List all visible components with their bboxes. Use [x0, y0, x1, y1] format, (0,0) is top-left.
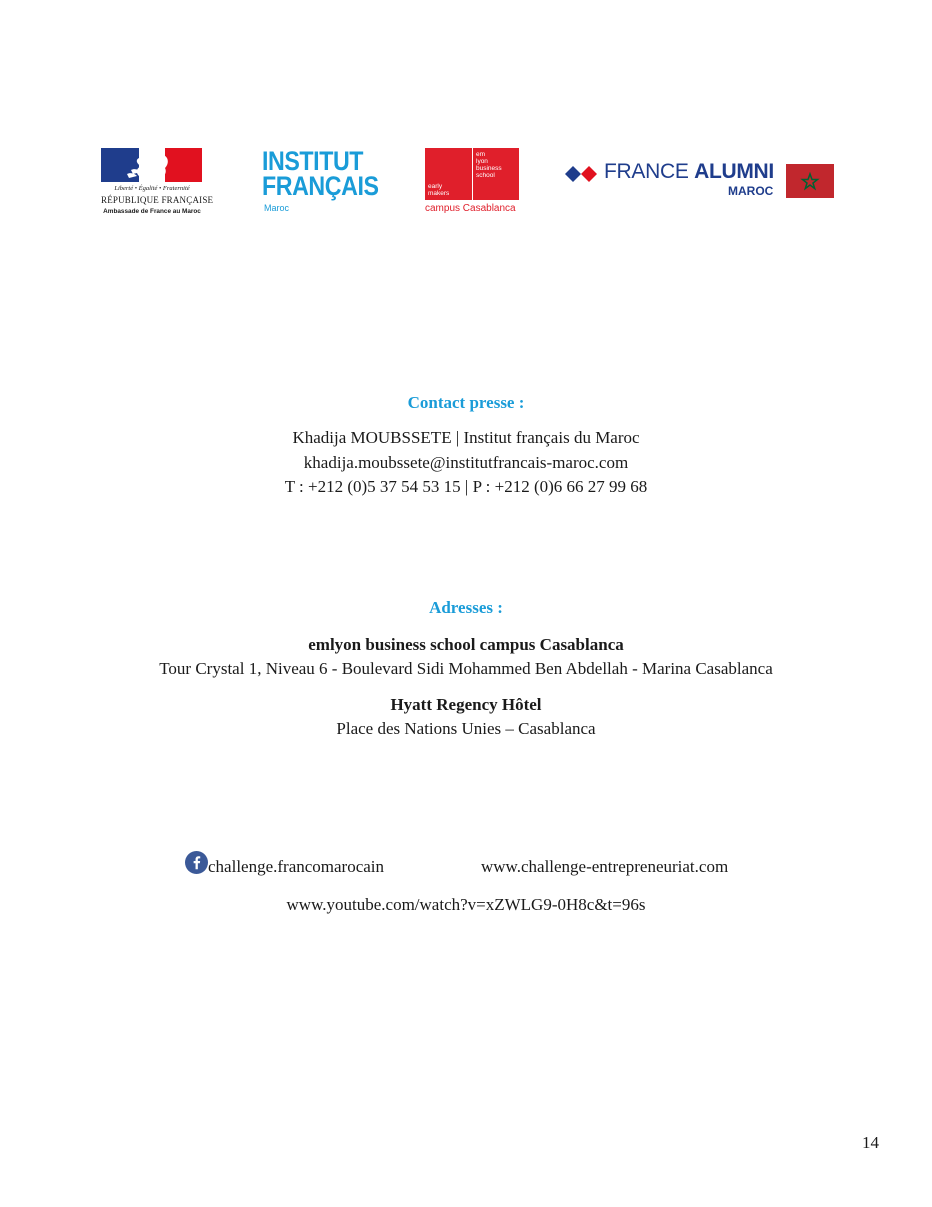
- institut-word: INSTITUT: [262, 146, 364, 176]
- ambassade-label: Ambassade de France au Maroc: [103, 208, 201, 215]
- address1-street: Tour Crystal 1, Niveau 6 - Boulevard Sidi Mohammed Ben Abdellah - Marina Casablanca: [159, 659, 773, 678]
- emlyon-school-label: em lyon business school: [476, 151, 502, 179]
- address2-name: Hyatt Regency Hôtel: [390, 695, 542, 714]
- republique-name: RÉPUBLIQUE FRANÇAISE: [101, 195, 214, 205]
- france-alumni-logo: [565, 160, 837, 200]
- addresses-heading: Adresses :: [429, 598, 503, 617]
- republique-motto: Liberté • Égalité • Fraternité: [114, 185, 190, 192]
- diamonds-icon: [565, 166, 601, 182]
- star-icon: [786, 164, 834, 198]
- francais-word: FRANÇAIS: [262, 171, 379, 201]
- morocco-flag: [786, 164, 834, 198]
- website-link[interactable]: www.challenge-entrepreneuriat.com: [481, 857, 729, 876]
- youtube-link[interactable]: www.youtube.com/watch?v=xZWLG9-0H8c&t=96s: [286, 895, 646, 914]
- contact-heading: Contact presse :: [407, 393, 525, 412]
- emlyon-logo: [425, 148, 521, 216]
- address2-street: Place des Nations Unies – Casablanca: [336, 719, 596, 738]
- institut-maroc-label: Maroc: [264, 203, 290, 213]
- france-alumni-text: FRANCE ALUMNI: [604, 160, 774, 183]
- contact-phones: T : +212 (0)5 37 54 53 15 | P : +212 (0)6 66 27 99 68: [284, 477, 648, 496]
- contact-name: Khadija MOUBSSETE | Institut français du Maroc: [292, 428, 640, 447]
- institut-francais-logo: [262, 148, 384, 218]
- france-alumni-maroc: MAROC: [728, 184, 774, 198]
- marianne-icon: [113, 150, 183, 182]
- republique-francaise-logo: [101, 148, 214, 218]
- facebook-icon: [185, 851, 208, 874]
- early-makers-label: early makers: [428, 183, 450, 197]
- campus-casablanca-label: campus Casablanca: [425, 203, 516, 214]
- contact-email[interactable]: khadija.moubssete@institutfrancais-maroc.com: [303, 453, 629, 472]
- address1-name: emlyon business school campus Casablanca: [308, 635, 624, 654]
- page-number: 14: [862, 1133, 879, 1152]
- facebook-link[interactable]: challenge.francomarocain: [208, 857, 385, 876]
